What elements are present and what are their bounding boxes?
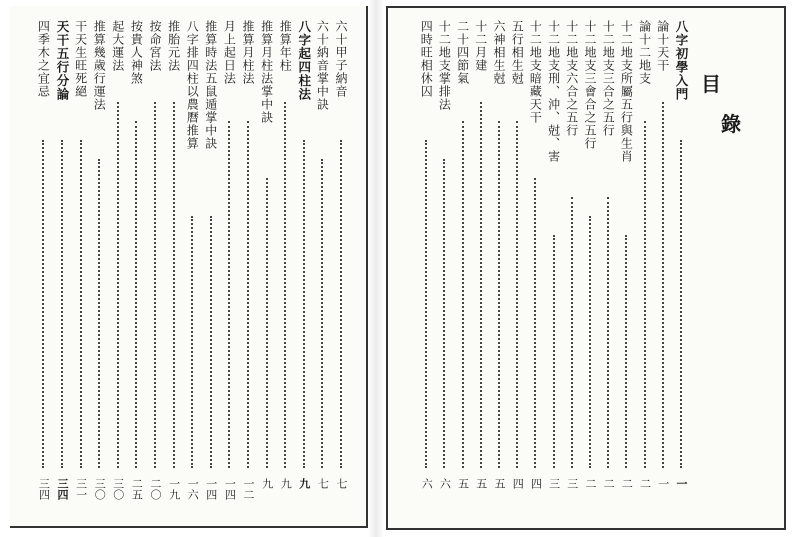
toc-entry-title: 推算月柱法 [241,20,255,85]
toc-leader-dots [443,159,445,468]
toc-leader-dots [117,102,119,468]
toc-entry-title: 按命宮法 [148,20,162,72]
toc-entry[interactable] [165,6,183,516]
toc-entry[interactable] [127,6,145,516]
toc-entry[interactable] [545,6,563,516]
toc-page-number: 三四 [37,478,51,500]
toc-entry[interactable] [454,6,472,516]
toc-leader-dots [135,121,137,468]
toc-leader-dots [498,121,500,468]
toc-leader-dots [340,140,342,468]
toc-entry-title: 八字初學入門 [674,20,689,101]
toc-entry-title: 月上起日法 [222,20,237,85]
toc-entry-title: 四時旺相休囚 [419,20,434,98]
toc-entry-title: 八字起四柱法 [296,20,312,101]
toc-entry-title: 十二地支三合之五行 [601,20,616,137]
toc-entry[interactable] [220,6,238,516]
toc-leader-dots [462,121,464,468]
toc-entry[interactable] [636,6,654,516]
toc-entry-title: 干天生旺死絕 [73,20,88,98]
toc-page-number: 二 [638,478,652,489]
toc-entry[interactable] [472,6,490,516]
toc-entry-title: 十二地支刑、沖、尅、害 [546,20,561,163]
toc-entry-title: 推算時法五鼠遁掌中訣 [203,20,218,150]
toc-entry[interactable] [617,6,635,516]
toc-leader-dots [210,216,212,468]
toc-leader-dots [425,140,427,468]
toc-entry[interactable] [490,6,508,516]
toc-entry[interactable] [435,6,453,516]
toc-entry[interactable] [183,6,201,516]
toc-leader-dots [480,102,482,468]
toc-entry[interactable] [672,6,690,516]
toc-page-number: 一九 [167,478,181,500]
toc-entry[interactable] [295,6,313,516]
toc-page-number: 一四 [223,478,237,500]
toc-leader-dots [321,159,323,468]
toc-entry-title: 六神相生尅 [492,20,506,85]
toc-page-number: 五 [493,478,506,489]
toc-page-number: 五 [456,478,470,489]
toc-page-number: 二 [620,478,634,489]
toc-entry-title: 推算幾歲行運法 [92,20,107,111]
toc-page-number: 三 [565,478,579,489]
toc-page-number: 四 [511,478,525,489]
toc-page-number: 九 [279,478,293,489]
toc-page-number: 九 [297,478,311,489]
toc-leader-dots [553,235,555,468]
toc-entry-title: 十二地支三會合之五行 [583,20,597,150]
toc-leader-dots [607,197,609,468]
toc-entry[interactable] [276,6,294,516]
toc-leader-dots [644,121,646,468]
toc-page-number: 一 [656,478,670,489]
toc-page-number: 七 [316,478,330,489]
book-spine [368,0,384,537]
toc-entry-title: 八字排四柱以農曆推算 [185,20,200,150]
toc-leader-dots [228,121,230,468]
toc-page-number: 二五 [130,478,144,500]
toc-entry[interactable] [239,6,257,516]
toc-entry[interactable] [599,6,617,516]
toc-page-number: 二 [602,478,616,489]
toc-entry[interactable] [53,6,71,516]
toc-page-number: 六 [438,478,452,489]
toc-leader-dots [680,140,682,468]
toc-page-number: 三〇 [93,478,107,500]
toc-entry-title: 推算年柱 [278,20,293,72]
toc-leader-dots [662,102,664,468]
toc-entry-title: 六十納音掌中訣 [315,20,330,111]
toc-leader-dots [80,140,82,468]
toc-entry-title: 十二地支暗藏天干 [528,20,543,124]
toc-page-number: 六 [420,478,434,489]
toc-entry-title: 六十甲子納音 [334,20,348,98]
toc-entry-title: 推胎元法 [166,20,181,72]
toc-page-number: 一六 [186,478,200,500]
toc-entry[interactable] [332,6,350,516]
toc-entry-title: 五行相生尅 [510,20,525,85]
toc-page-number: 二〇 [149,478,162,500]
toc-leader-dots [284,102,286,468]
toc-page-number: 一四 [204,478,218,500]
toc-page-number: 二 [584,478,597,489]
toc-entry-title: 按貴人神煞 [129,20,144,85]
toc-entry-title: 天干五行分論 [55,20,70,101]
toc-leader-dots [247,121,249,468]
toc-page-number: 三四 [56,478,69,500]
toc-entry-title: 十二地支掌排法 [437,20,452,111]
toc-leader-dots [571,197,573,468]
toc-leader-dots [589,216,591,468]
toc-entry[interactable] [72,6,90,516]
toc-page-number: 四 [529,478,543,489]
toc-heading-char-1: 目 [701,72,721,96]
toc-page-number: 三一 [74,478,88,500]
toc-page-number: 一二 [242,478,255,500]
toc-entry-title: 四季木之宜忌 [36,20,51,98]
toc-entry[interactable] [654,6,672,516]
toc-entry[interactable] [563,6,581,516]
toc-entry-title: 十二地支六合之五行 [564,20,579,137]
toc-leader-dots [516,121,518,468]
toc-entry-title: 論十天干 [655,20,670,72]
toc-page-number: 七 [335,478,348,489]
toc-entry-title: 推算月柱法掌中訣 [259,20,274,124]
toc-leader-dots [303,140,305,468]
toc-entry[interactable] [417,6,435,516]
toc-page-number: 九 [260,478,274,489]
toc-heading-char-2: 錄 [721,112,741,136]
toc-entry-title: 論十二地支 [637,20,652,85]
toc-entry[interactable] [508,6,526,516]
toc-entry[interactable] [90,6,108,516]
toc-leader-dots [625,235,627,468]
toc-page-number: 五 [474,478,488,489]
toc-leader-dots [98,159,100,468]
toc-leader-dots [191,216,193,468]
toc-entry-title: 二十四節氣 [455,20,470,85]
toc-entry[interactable] [202,6,220,516]
toc-entry-title: 十二月建 [473,20,488,72]
toc-entry[interactable] [146,6,164,516]
toc-page-number: 一 [675,478,688,489]
toc-entry[interactable] [109,6,127,516]
toc-leader-dots [42,140,44,468]
toc-leader-dots [173,102,175,468]
toc-leader-dots [266,178,268,468]
toc-entry-title: 起大運法 [110,20,125,72]
toc-entry[interactable] [34,6,52,516]
toc-leader-dots [61,140,63,468]
toc-leader-dots [154,102,156,468]
toc-entry[interactable] [258,6,276,516]
toc-entry[interactable] [313,6,331,516]
toc-leader-dots [534,178,536,468]
toc-entry[interactable] [526,6,544,516]
toc-page-number: 三〇 [111,478,125,500]
toc-entry-title: 十二地支所屬五行與生肖 [619,20,634,163]
toc-entry[interactable] [581,6,599,516]
toc-page-number: 三 [547,478,561,489]
toc-heading [695,68,739,188]
